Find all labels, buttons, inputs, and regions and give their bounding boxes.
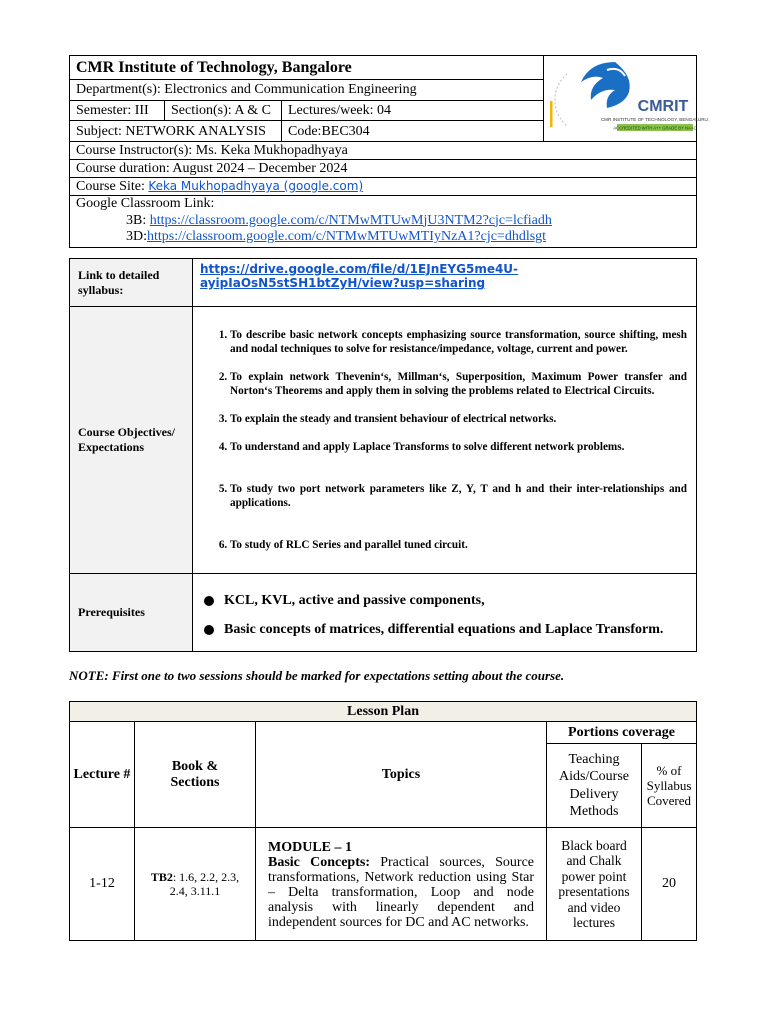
course-instructor: Course Instructor(s): Ms. Keka Mukhopadhyaya: [70, 142, 697, 160]
syllabus-link-label: Link to detailed syllabus:: [70, 259, 193, 307]
department: Department(s): Electronics and Communication Engineering: [70, 80, 544, 101]
classroom-3b-link[interactable]: https://classroom.google.com/c/NTMwMTUwMjU3NTM2?cjc=lcfiadh: [149, 212, 552, 228]
objective-item: 2. To explain network Thevenin‘s, Millman‘s, Superposition, Maximum Power transfer and Norton‘s Theorems and apply them in solving the problems related to Electrical Circuits.: [230, 370, 687, 398]
classroom-3b-label: 3B:: [126, 212, 150, 228]
teaching-aids-col-header: Teaching Aids/Course Delivery Methods: [547, 744, 642, 828]
topic-text: Practical sources, Source transformations, Network reduction using Star – Delta transformation, Loop and node analysis with linearly dependent and independent sources for DC and AC networks.: [268, 855, 534, 930]
topic-heading: Basic Concepts:: [268, 855, 370, 870]
objective-item: 1. To describe basic network concepts emphasizing source transformation, source shifting, mesh and nodal techniques to solve for resistance/impedance, voltage, current and power.: [230, 328, 687, 356]
classroom-3d-link[interactable]: https://classroom.google.com/c/NTMwMTUwMTIyNzA1?cjc=dhdlsgt: [147, 229, 547, 244]
note-text: NOTE: First one to two sessions should be marked for expectations setting about the course.: [69, 668, 565, 683]
course-site-label: Course Site:: [76, 179, 149, 194]
lecture-col-header: Lecture #: [70, 722, 135, 828]
classroom-3b: [76, 213, 690, 230]
book-col-header: Book & Sections: [135, 722, 256, 828]
book-sections: [135, 828, 256, 941]
objective-item: 3. To explain the steady and transient behaviour of electrical networks.: [230, 412, 687, 426]
institute-name: CMR Institute of Technology, Bangalore: [70, 56, 544, 80]
syllabus-percent: 20: [642, 828, 697, 941]
google-classroom-row: [70, 196, 697, 248]
swan-icon: [581, 62, 630, 108]
percent-col-header: % of Syllabus Covered: [642, 744, 697, 828]
sections: Section(s): A & C: [165, 100, 282, 121]
topic-description: [268, 855, 534, 930]
subject: Subject: NETWORK ANALYSIS: [70, 121, 282, 142]
book-section-list: : 1.6, 2.2, 2.3, 2.4, 3.11.1: [169, 870, 240, 898]
lecture-number: 1-12: [70, 828, 135, 941]
book-code: TB2: [150, 870, 173, 884]
syllabus-link-line2: ayipIaOsN5stSH1btZyH/view?usp=sharing: [200, 276, 486, 290]
objective-item: 5. To study two port network parameters like Z, Y, T and h and their inter-relationships and applications.: [230, 482, 687, 510]
prerequisites-list: [194, 584, 695, 642]
prerequisites-cell: [193, 574, 697, 652]
objectives-label: Course Objectives/ Expectations: [70, 307, 193, 574]
cmrit-logo-graphic: [545, 56, 710, 136]
objectives-list: [194, 322, 695, 558]
topics-col-header: Topics: [256, 722, 547, 828]
prerequisite-item: Basic concepts of matrices, differential equations and Laplace Transform.: [204, 619, 685, 640]
lectures-per-week: Lectures/week: 04: [282, 100, 544, 121]
topic-cell: [256, 828, 547, 941]
syllabus-link-cell: [193, 259, 697, 307]
syllabus-link-line1: https://drive.google.com/file/d/1EJnEYG5me4U-: [200, 262, 519, 276]
prerequisite-item: KCL, KVL, active and passive components,: [204, 590, 685, 611]
google-classroom-label: Google Classroom Link:: [76, 196, 215, 211]
semester: Semester: III: [70, 100, 165, 121]
course-duration: Course duration: August 2024 – December 2024: [70, 160, 697, 178]
course-header-table: [69, 55, 710, 248]
logo-full-name: CMR INSTITUTE OF TECHNOLOGY, BENGALURU.: [600, 117, 710, 122]
objective-item: 6. To study of RLC Series and parallel tuned circuit.: [230, 538, 687, 552]
module-title: MODULE – 1: [268, 840, 352, 855]
lesson-plan-table: [69, 701, 697, 941]
naac-badge-text: ACCREDITED WITH A++ GRADE BY NAAC: [613, 125, 697, 131]
course-site-link[interactable]: Keka Mukhopadhyaya (google.com): [148, 179, 364, 193]
course-code: Code:BEC304: [282, 121, 544, 142]
logo-name: CMRIT: [637, 98, 689, 115]
course-site-row: [70, 178, 697, 196]
cmrit-logo: [544, 56, 710, 142]
classroom-3d: [76, 229, 690, 246]
portions-col-header: Portions coverage: [547, 722, 697, 744]
course-objectives-table: [69, 258, 697, 652]
lesson-row: [70, 828, 697, 941]
classroom-3d-label: 3D:: [126, 229, 147, 244]
syllabus-link[interactable]: [194, 262, 695, 290]
objectives-cell: [193, 307, 697, 574]
logo-accent-bar: [550, 101, 553, 127]
prerequisites-label: Prerequisites: [70, 574, 193, 652]
lesson-plan-title: Lesson Plan: [70, 702, 697, 722]
objective-item: 4. To understand and apply Laplace Transforms to solve different network problems.: [230, 440, 687, 454]
teaching-aids: Black board and Chalk power point presentations and video lectures: [547, 828, 642, 941]
